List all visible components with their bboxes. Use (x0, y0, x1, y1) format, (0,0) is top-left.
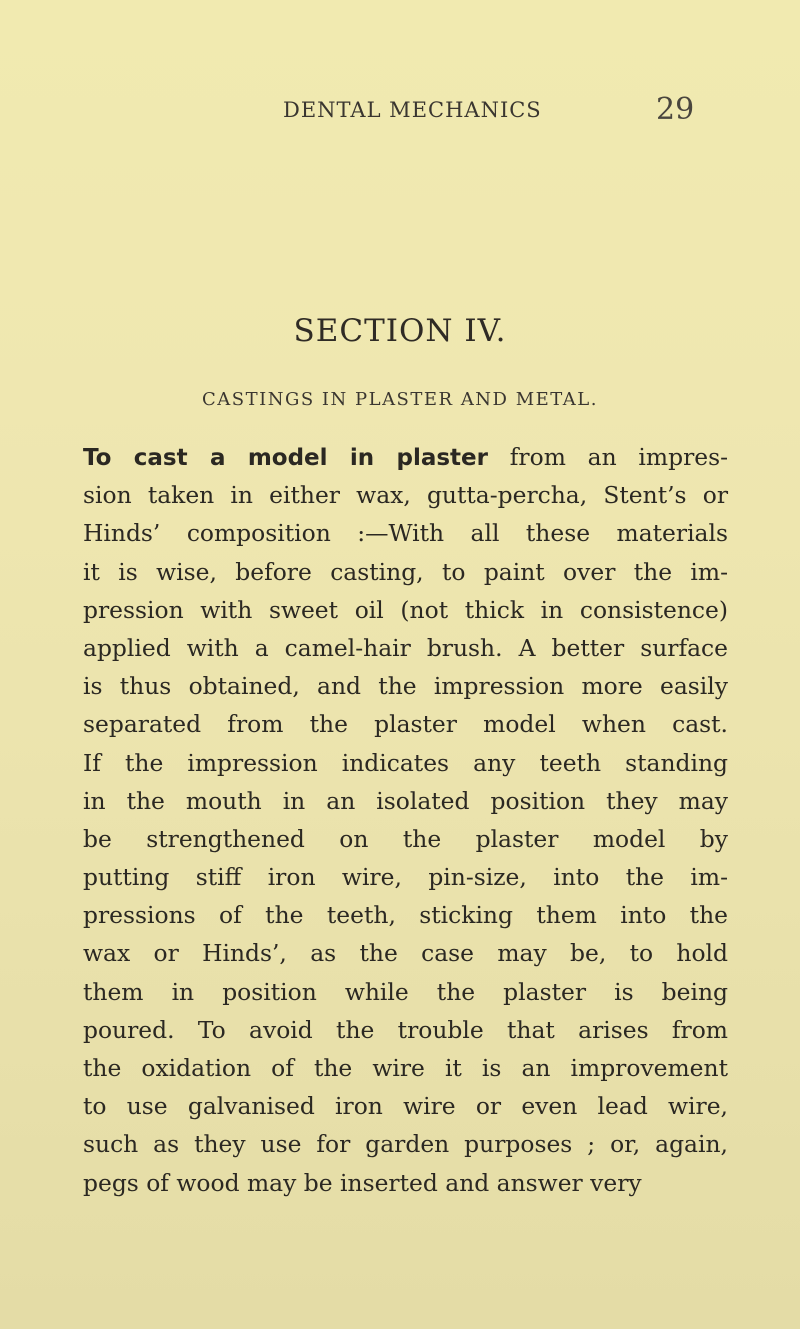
text-line: such as they use for garden purposes ; or, again, (83, 1130, 728, 1159)
text-line: pression with sweet oil (not thick in consistence) (83, 595, 728, 624)
text-line (83, 438, 728, 476)
text-line: If the impression indicates any teeth standing (83, 748, 728, 777)
section-heading: SECTION IV. (293, 313, 507, 349)
text-line: wax or Hinds’, as the case may be, to hold (83, 939, 728, 968)
text-line-content: from an impres- (488, 443, 728, 471)
running-title: DENTAL MECHANICS (283, 98, 542, 122)
lead-in: To cast a model in plaster (83, 445, 488, 471)
text-line: pressions of the teeth, sticking them into the (83, 901, 728, 930)
text-line: to use galvanised iron wire or even lead wire, (83, 1092, 728, 1121)
text-line: the oxidation of the wire it is an improvement (83, 1054, 728, 1082)
text-line: poured. To avoid the trouble that arises from (83, 1015, 728, 1044)
section-subheading: CASTINGS IN PLASTER AND METAL. (202, 389, 598, 410)
text-line: pegs of wood may be inserted and answer very (83, 1168, 642, 1197)
running-head (0, 92, 800, 132)
text-line: applied with a camel-hair brush. A better surface (83, 633, 728, 662)
text-line: is thus obtained, and the impression more easily (83, 672, 728, 701)
body-text (83, 438, 728, 1202)
text-line: Hinds’ composition :—With all these materials (83, 519, 728, 548)
text-line: in the mouth in an isolated position they may (83, 786, 728, 815)
text-line: it is wise, before casting, to paint over the im- (83, 557, 728, 586)
text-line: putting stiff iron wire, pin-size, into the im- (83, 863, 728, 892)
page-number: 29 (656, 92, 695, 127)
text-line: be strengthened on the plaster model by (83, 824, 728, 853)
text-line: sion taken in either wax, gutta-percha, Stent’s or (83, 481, 728, 510)
text-line: them in position while the plaster is being (83, 977, 728, 1006)
text-line: separated from the plaster model when cast. (83, 710, 728, 739)
